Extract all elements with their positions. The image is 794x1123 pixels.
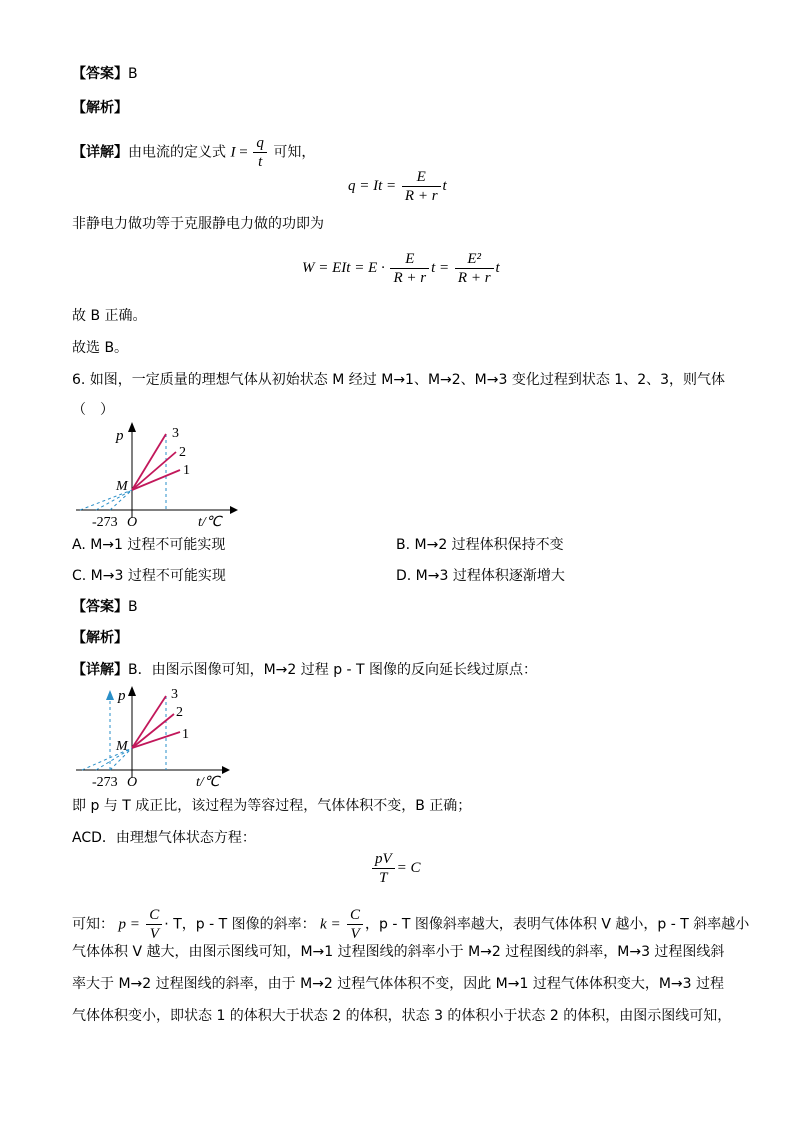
- answer-label-2: 【答案】: [72, 599, 128, 615]
- process-line-2-1: [132, 732, 180, 748]
- pt-graph-question: [70, 420, 240, 532]
- t-axis-arrow-icon: [230, 506, 238, 514]
- option-d: D. M→3 过程体积逐渐增大: [396, 568, 565, 584]
- equation-w: W = EIt = E · $\frac{E}{R + r}$ t = $\frac{\text{E²}}{R + r}$ t: [302, 251, 500, 286]
- option-a: A. M→1 过程不可能实现: [72, 537, 226, 553]
- process-line-2-2: [132, 714, 174, 748]
- axis-label-t-2: t/℃: [196, 775, 220, 790]
- detail-text-b: 可知，: [273, 144, 316, 161]
- paragraph-line-3: 率大于 M→2 过程图线的斜率，由于 M→2 过程气体体积不变，因此 M→1 过程气体体积变大，M→3 过程: [72, 976, 725, 992]
- detail-text-a: 由电流的定义式: [128, 144, 226, 161]
- label-line-2-1: 1: [182, 727, 189, 742]
- label-line-2-3: 3: [171, 687, 178, 702]
- question-6-line-2: （ ）: [72, 402, 114, 418]
- detail-text-2: B．由图示图像可知，M→2 过程 p - T 图像的反向延长线过原点：: [128, 662, 538, 678]
- p-axis-arrow-icon: [128, 422, 136, 432]
- option-c: C. M→3 过程不可能实现: [72, 568, 226, 584]
- analysis-label-2: 【解析】: [72, 630, 128, 646]
- work-text: 非静电力做功等于克服静电力做的功即为: [72, 216, 324, 232]
- label-origin: O: [127, 515, 138, 530]
- question-6-line-1: 6. 如图，一定质量的理想气体从初始状态 M 经过 M→1、M→2、M→3 变化过程到状态 1、2、3，则气体: [72, 372, 726, 388]
- process-line-2-3: [132, 696, 166, 748]
- label-origin-2: O: [127, 775, 138, 790]
- axis-label-t: t/℃: [198, 515, 222, 530]
- p-axis-arrow-icon-2: [128, 686, 136, 696]
- equation-q: q = It = $\frac{E}{R + r}$ t: [348, 169, 447, 204]
- answer-line-2: [72, 597, 138, 617]
- process-line-2: [132, 452, 176, 490]
- eq-current-fraction: $\frac{q}{t}$: [253, 134, 267, 171]
- answer-value-2: B: [128, 599, 138, 615]
- equation-state: $\frac{pV}{T}$ = C: [370, 850, 421, 887]
- answer-label: 【答案】: [72, 66, 128, 82]
- option-b: B. M→2 过程体积保持不变: [396, 537, 564, 553]
- label-neg273: -273: [92, 515, 118, 530]
- detail-line-2: [72, 660, 537, 680]
- process-line-3: [132, 434, 166, 490]
- detail-line-1: 【详解】由电流的定义式 I = $\frac{q}{t}$ 可知，: [72, 135, 316, 170]
- answer-value: B: [128, 66, 138, 82]
- detail-label: 【详解】: [72, 144, 128, 161]
- paragraph-line-1: 可知： p = $\frac{C}{V}$ · T，p - T 图像的斜率： k = $\frac{C}{V}$ ，p - T 图像斜率越大，表明气体体积 V 越小，p - T 斜率越小: [72, 907, 750, 942]
- label-m-2: M: [116, 739, 128, 754]
- label-line-2-2: 2: [176, 705, 183, 720]
- label-line-2: 2: [179, 445, 186, 460]
- detail-label-2: 【详解】: [72, 662, 128, 678]
- choice-1: 故选 B。: [72, 340, 129, 356]
- label-line-1: 1: [183, 463, 190, 478]
- axis-label-p: p: [116, 428, 124, 444]
- conclusion-1: 故 B 正确。: [72, 308, 147, 324]
- axis-label-p-2: p: [118, 688, 126, 704]
- paragraph-line-2: 气体体积 V 越大，由图示图线可知，M→1 过程图线的斜率小于 M→2 过程图线的斜率，M→3 过程图线斜: [72, 944, 725, 960]
- label-neg273-2: -273: [92, 775, 118, 790]
- after-graph-text: 即 p 与 T 成正比，该过程为等容过程，气体体积不变，B 正确；: [72, 798, 472, 814]
- label-line-3: 3: [172, 426, 179, 441]
- answer-line-1: [72, 64, 138, 84]
- eq-current-lhs: I: [230, 144, 236, 161]
- dashed-arrow-icon: [106, 690, 114, 700]
- analysis-label: 【解析】: [72, 100, 128, 116]
- paragraph-line-4: 气体体积变小，即状态 1 的体积大于状态 2 的体积，状态 3 的体积小于状态 2 的体积，由图示图线可知，: [72, 1008, 732, 1024]
- acd-text: ACD．由理想气体状态方程：: [72, 830, 256, 846]
- pt-graph-solution: [70, 684, 240, 796]
- process-line-1: [132, 470, 180, 490]
- t-axis-arrow-icon-2: [222, 766, 230, 774]
- label-m: M: [116, 479, 128, 494]
